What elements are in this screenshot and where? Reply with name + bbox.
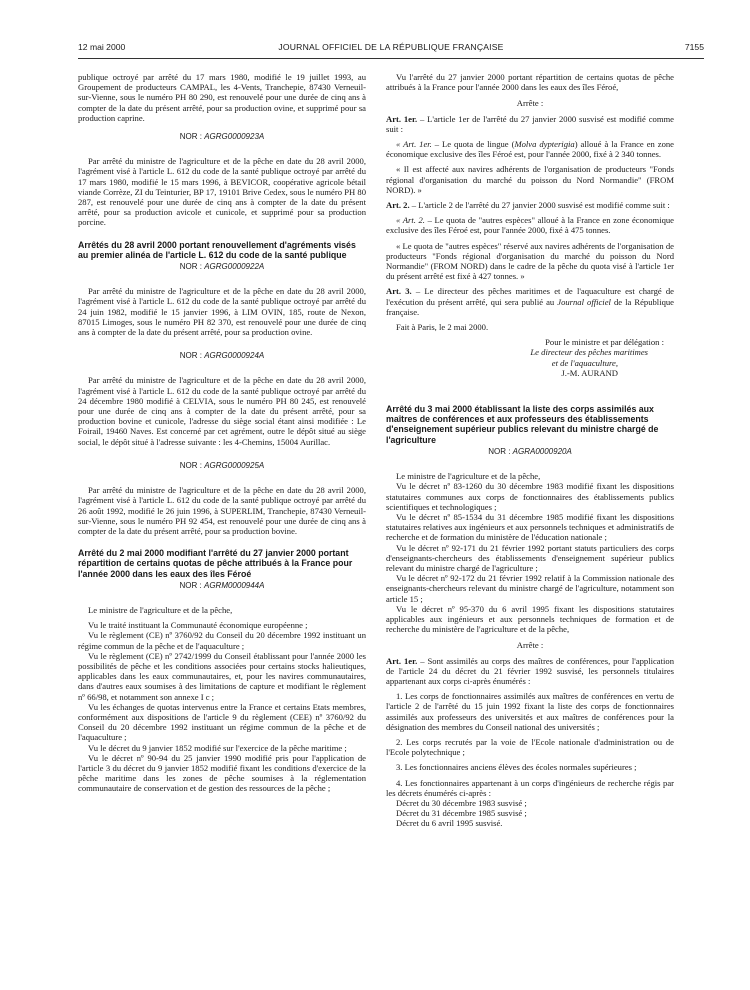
- paragraph: Vu le décret nº 95-370 du 6 avril 1995 fixant les dispositions statutaires applicables aux ingénieurs et aux personnels techniques de formation et de recherche du ministère de l'agriculture et de la pêche,: [386, 603, 674, 635]
- decree-reference: Décret du 31 décembre 1985 susvisé ;: [396, 808, 527, 819]
- signature-line: Le directeur des pêches maritimes: [530, 347, 648, 358]
- paragraph: Par arrêté du ministre de l'agriculture et de la pêche en date du 28 avril 2000, l'agrément visé à l'article L. 612 du code de la santé publique octroyé par arrêté du 17 mars 1980, modifié le 15 mars 1996, à BEVICOR, coopérative agricole bétail viande Corrèze, ZI du Teinturier, BP 17, 19101 Brive Cedex, sous le numéro PH 80 287, est renouvelé pour une durée de cinq ans à compter de la date du présent arrêté, pour sa production avicole et cunicole, et supprimé pour sa production porcine.: [78, 156, 366, 228]
- arrete-heading: Arrête :: [516, 640, 544, 651]
- article-label: Art. 1er.: [386, 655, 418, 666]
- paragraph: Vu le décret du 9 janvier 1852 modifié sur l'exercice de la pêche maritime ;: [88, 742, 347, 753]
- signature-date: Fait à Paris, le 2 mai 2000.: [396, 322, 489, 333]
- nor-reference: [78, 351, 366, 361]
- quote-label: « Art. 2.: [396, 215, 425, 226]
- nor-reference: [78, 262, 366, 272]
- paragraph: Vu le traité instituant la Communauté économique européenne ;: [88, 620, 308, 631]
- article: [386, 656, 674, 687]
- article-text: de la République française.: [386, 296, 674, 317]
- article-label: Art. 3.: [386, 286, 412, 297]
- page-number: 7155: [684, 42, 704, 52]
- nor-code: AGRG0000923A: [204, 132, 265, 142]
- quote-text: – Le quota de lingue (: [431, 139, 515, 150]
- article: [386, 286, 674, 317]
- nor-label: NOR :: [179, 351, 202, 361]
- nor-label: NOR :: [179, 580, 202, 590]
- article-text: – Sont assimilés au corps des maîtres de conférences, pour l'application de l'article 24 du décret du 21 février 1992 susvisé, les personnels titulaires appartenant aux corps ci-après énumérés :: [386, 655, 674, 686]
- article-text: – L'article 2 de l'arrêté du 27 janvier 2000 susvisé est modifié comme suit :: [409, 200, 670, 211]
- decree-title: Arrêtés du 28 avril 2000 portant renouvellement d'agréments visés au premier alinéa de l'article L. 612 du code de la santé publique: [78, 239, 356, 260]
- paragraph: Vu le décret nº 92-172 du 21 février 1992 relatif à la Commission nationale des enseignants-chercheurs relevant du ministre chargé de l'agriculture, notamment son article 15 ;: [386, 573, 674, 604]
- quote-text: – Le quota de "autres espèces" alloué à la France en zone économique exclusive des îles Féroé est, pour l'année 2000, fixé à 475 tonnes.: [386, 215, 674, 236]
- right-column: [386, 72, 674, 829]
- paragraph: Vu le décret nº 85-1534 du 31 décembre 1985 modifié fixant les dispositions statutaires relatives aux ingénieurs et aux personnels techniques et administratifs de recherche et de formation du ministère de l'éducation nationale ;: [386, 511, 674, 543]
- paragraph: Par arrêté du ministre de l'agriculture et de la pêche en date du 28 avril 2000, l'agrément visé à l'article L. 612 du code de la santé publique octroyé par arrêté du 24 décembre 1980 modifié à CELVIA, sous le numéro PH 80 245, est renouvelé pour une durée de cinq ans à compter de la date du présent arrêté, pour sa production bovine et cunicole, l'adresse du siège social étant ainsi modifiée : Le Foirail, 19460 Naves. Est concerné par cet agrément, outre le dépôt situé au siège social, le dépôt situé à l'adresse suivante : les 4-Chemins, 15004 Aurillac.: [78, 375, 366, 447]
- paragraph: « Il est affecté aux navires adhérents de l'organisation de producteurs "Fonds régional d'organisation du marché du poisson du Nord Normandie" (FROM NORD). »: [386, 164, 674, 195]
- quote-label: « Art. 1er.: [396, 139, 432, 150]
- paragraph: Vu le décret nº 92-171 du 21 février 1992 portant statuts particuliers des corps d'enseignants-chercheurs des établissements d'enseignement supérieur publics relevant du ministre chargé de l'agriculture ;: [386, 542, 674, 573]
- arrete-heading: Arrête :: [516, 98, 544, 109]
- nor-label: NOR :: [179, 460, 202, 470]
- nor-code: AGRM0000944A: [203, 580, 265, 590]
- decree-reference: Décret du 6 avril 1995 susvisé.: [396, 818, 503, 829]
- nor-code: AGRG0000924A: [204, 351, 265, 361]
- nor-reference: [78, 132, 366, 142]
- paragraph: Par arrêté du ministre de l'agriculture et de la pêche en date du 28 avril 2000, l'agrément visé à l'article L. 612 du code de la santé publique octroyé par arrêté du 26 août 1992, modifié le 26 juin 1996, à SUPERLIM, Tranchepie, 87430 Verneuil-sur-Vienne, sous le numéro PH 92 454, est renouvelé pour une durée de cinq ans à compter de la date du présent arrêté, pour sa production bovine.: [78, 485, 366, 536]
- signatory-name: J.-M. AURAND: [561, 367, 618, 378]
- paragraph: Le ministre de l'agriculture et de la pêche,: [396, 471, 541, 482]
- list-item: 3. Les fonctionnaires anciens élèves des écoles normales supérieures ;: [396, 762, 637, 773]
- nor-code: AGRG0000925A: [204, 460, 265, 470]
- paragraph: Vu le décret nº 83-1260 du 30 décembre 1983 modifié fixant les dispositions statutaires communes aux corps de fonctionnaires des établissements publics scientifiques et technologiques ;: [386, 481, 674, 512]
- paragraph: Vu le décret nº 90-94 du 25 janvier 1990 modifié pris pour l'application de l'article 3 du décret du 9 janvier 1852 modifié fixant les conditions d'exercice de la pêche maritime dans les zones de pêche soumises à la réglementation communautaire de conservation et de gestion des ressources de la pêche ;: [78, 752, 366, 794]
- quoted-article: [386, 139, 674, 159]
- header-date: 12 mai 2000: [78, 42, 126, 52]
- page-header: [78, 38, 704, 59]
- article-label: Art. 2.: [386, 200, 410, 211]
- nor-reference: [386, 447, 674, 457]
- list-item: 2. Les corps recrutés par la voie de l'Ecole nationale d'administration ou de l'Ecole polytechnique ;: [386, 736, 674, 758]
- article: [386, 114, 674, 134]
- nor-reference: [78, 461, 366, 471]
- article-text: – Le directeur des pêches maritimes et de l'aquaculture est chargé de l'exécution du présent arrêté, qui sera publié au: [386, 286, 674, 307]
- journal-name: Journal officiel: [557, 296, 611, 307]
- journal-title: JOURNAL OFFICIEL DE LA RÉPUBLIQUE FRANÇAISE: [278, 42, 504, 52]
- list-item: 1. Les corps de fonctionnaires assimilés aux maîtres de conférences en vertu de l'article 2 de l'arrêté du 15 juin 1992 fixant la liste des corps de fonctionnaires assimilés aux professeurs des universités et aux maîtres de conférences pour la désignation des membres du Conseil national des universités ;: [386, 691, 674, 732]
- quoted-article: [386, 215, 674, 235]
- nor-code: AGRA0000920A: [512, 446, 572, 456]
- article: [386, 200, 674, 210]
- decree-reference: Décret du 30 décembre 1983 susvisé ;: [396, 797, 527, 808]
- nor-label: NOR :: [179, 262, 202, 272]
- list-item: 4. Les fonctionnaires appartenant à un corps d'ingénieurs de recherche régis par les décrets énumérés ci-après :: [386, 777, 674, 798]
- species-name: Molva dypterigia: [514, 139, 575, 150]
- paragraph: Le ministre de l'agriculture et de la pêche,: [88, 604, 233, 615]
- paragraph: « Le quota de "autres espèces" réservé aux navires adhérents de l'organisation de producteurs "Fonds régional d'organisation du marché du poisson du Nord Normandie" (FROM NORD) dans le cadre de la pêche du quota visé à l'article 1er du présent arrêté est fixé à 427 tonnes. »: [386, 240, 674, 282]
- signature-line: et de l'aquaculture,: [551, 357, 618, 368]
- signature-line: Pour le ministre et par délégation :: [545, 337, 664, 348]
- nor-label: NOR :: [179, 132, 202, 142]
- article-label: Art. 1er.: [386, 113, 418, 124]
- decree-title: Arrêté du 3 mai 2000 établissant la liste des corps assimilés aux maîtres de conférences et aux professeurs des établissements d'enseignement supérieur publics relevant du ministre chargé de l'agriculture: [386, 404, 659, 445]
- quote-text: ) alloué à la France en zone économique exclusive des îles Féroé est, pour l'année 2000, fixé à 2 340 tonnes.: [386, 139, 674, 160]
- paragraph: Vu l'arrêté du 27 janvier 2000 portant répartition de certains quotas de pêche attribués à la France pour l'année 2000 dans les eaux des îles Féroé,: [386, 72, 674, 93]
- paragraph: Vu le règlement (CE) nº 3760/92 du Conseil du 20 décembre 1992 instituant un régime commun de la pêche et de l'aquaculture ;: [78, 630, 366, 651]
- nor-reference: [78, 581, 366, 591]
- nor-label: NOR :: [488, 446, 511, 456]
- paragraph: Vu le règlement (CE) nº 2742/1999 du Conseil établissant pour l'année 2000 les possibilités de pêche et les conditions associées pour certains stocks halieutiques, applicables dans les eaux communautaires, et, pour les navires communautaires, dans d'autres eaux soumises à des limitations de capture et modifiant le règlement nº 66/98, et notamment son annexe I c ;: [78, 650, 366, 702]
- left-column: [78, 72, 366, 794]
- paragraph: Par arrêté du ministre de l'agriculture et de la pêche en date du 28 avril 2000, l'agrément visé à l'article L. 612 du code de la santé publique octroyé par arrêté du 24 juin 1982, modifié le 15 janvier 1996, à LIM OVIN, 185, route de Nexon, 87015 Limoges, sous le numéro PH 82 370, est renouvelé pour une durée de cinq ans à compter de la date du présent arrêté, pour sa production ovine.: [78, 286, 366, 338]
- paragraph: publique octroyé par arrêté du 17 mars 1980, modifié le 19 juillet 1993, au Groupement de producteurs CAMPAL, les 4-Vents, Tranchepie, 87430 Verneuil-sur-Vienne, sous le numéro PH 80 290, est renouvelé pour une durée de cinq ans à compter de la date du présent arrêté, pour sa production ovine, et supprimé pour sa production caprine.: [78, 72, 366, 123]
- article-text: – L'article 1er de l'arrêté du 27 janvier 2000 susvisé est modifié comme suit :: [386, 113, 674, 134]
- nor-code: AGRG0000922A: [204, 262, 265, 272]
- paragraph: Vu les échanges de quotas intervenus entre la France et certains Etats membres, conformément aux dispositions de l'article 9 du règlement (CEE) nº 3760/92 du Conseil du 20 décembre 1992 instituant un régime commun de la pêche et de l'aquaculture ;: [78, 701, 366, 743]
- decree-title: Arrêté du 2 mai 2000 modifiant l'arrêté du 27 janvier 2000 portant répartition de certains quotas de pêche attribués à la France pour l'année 2000 dans les eaux des îles Féroé: [78, 548, 353, 579]
